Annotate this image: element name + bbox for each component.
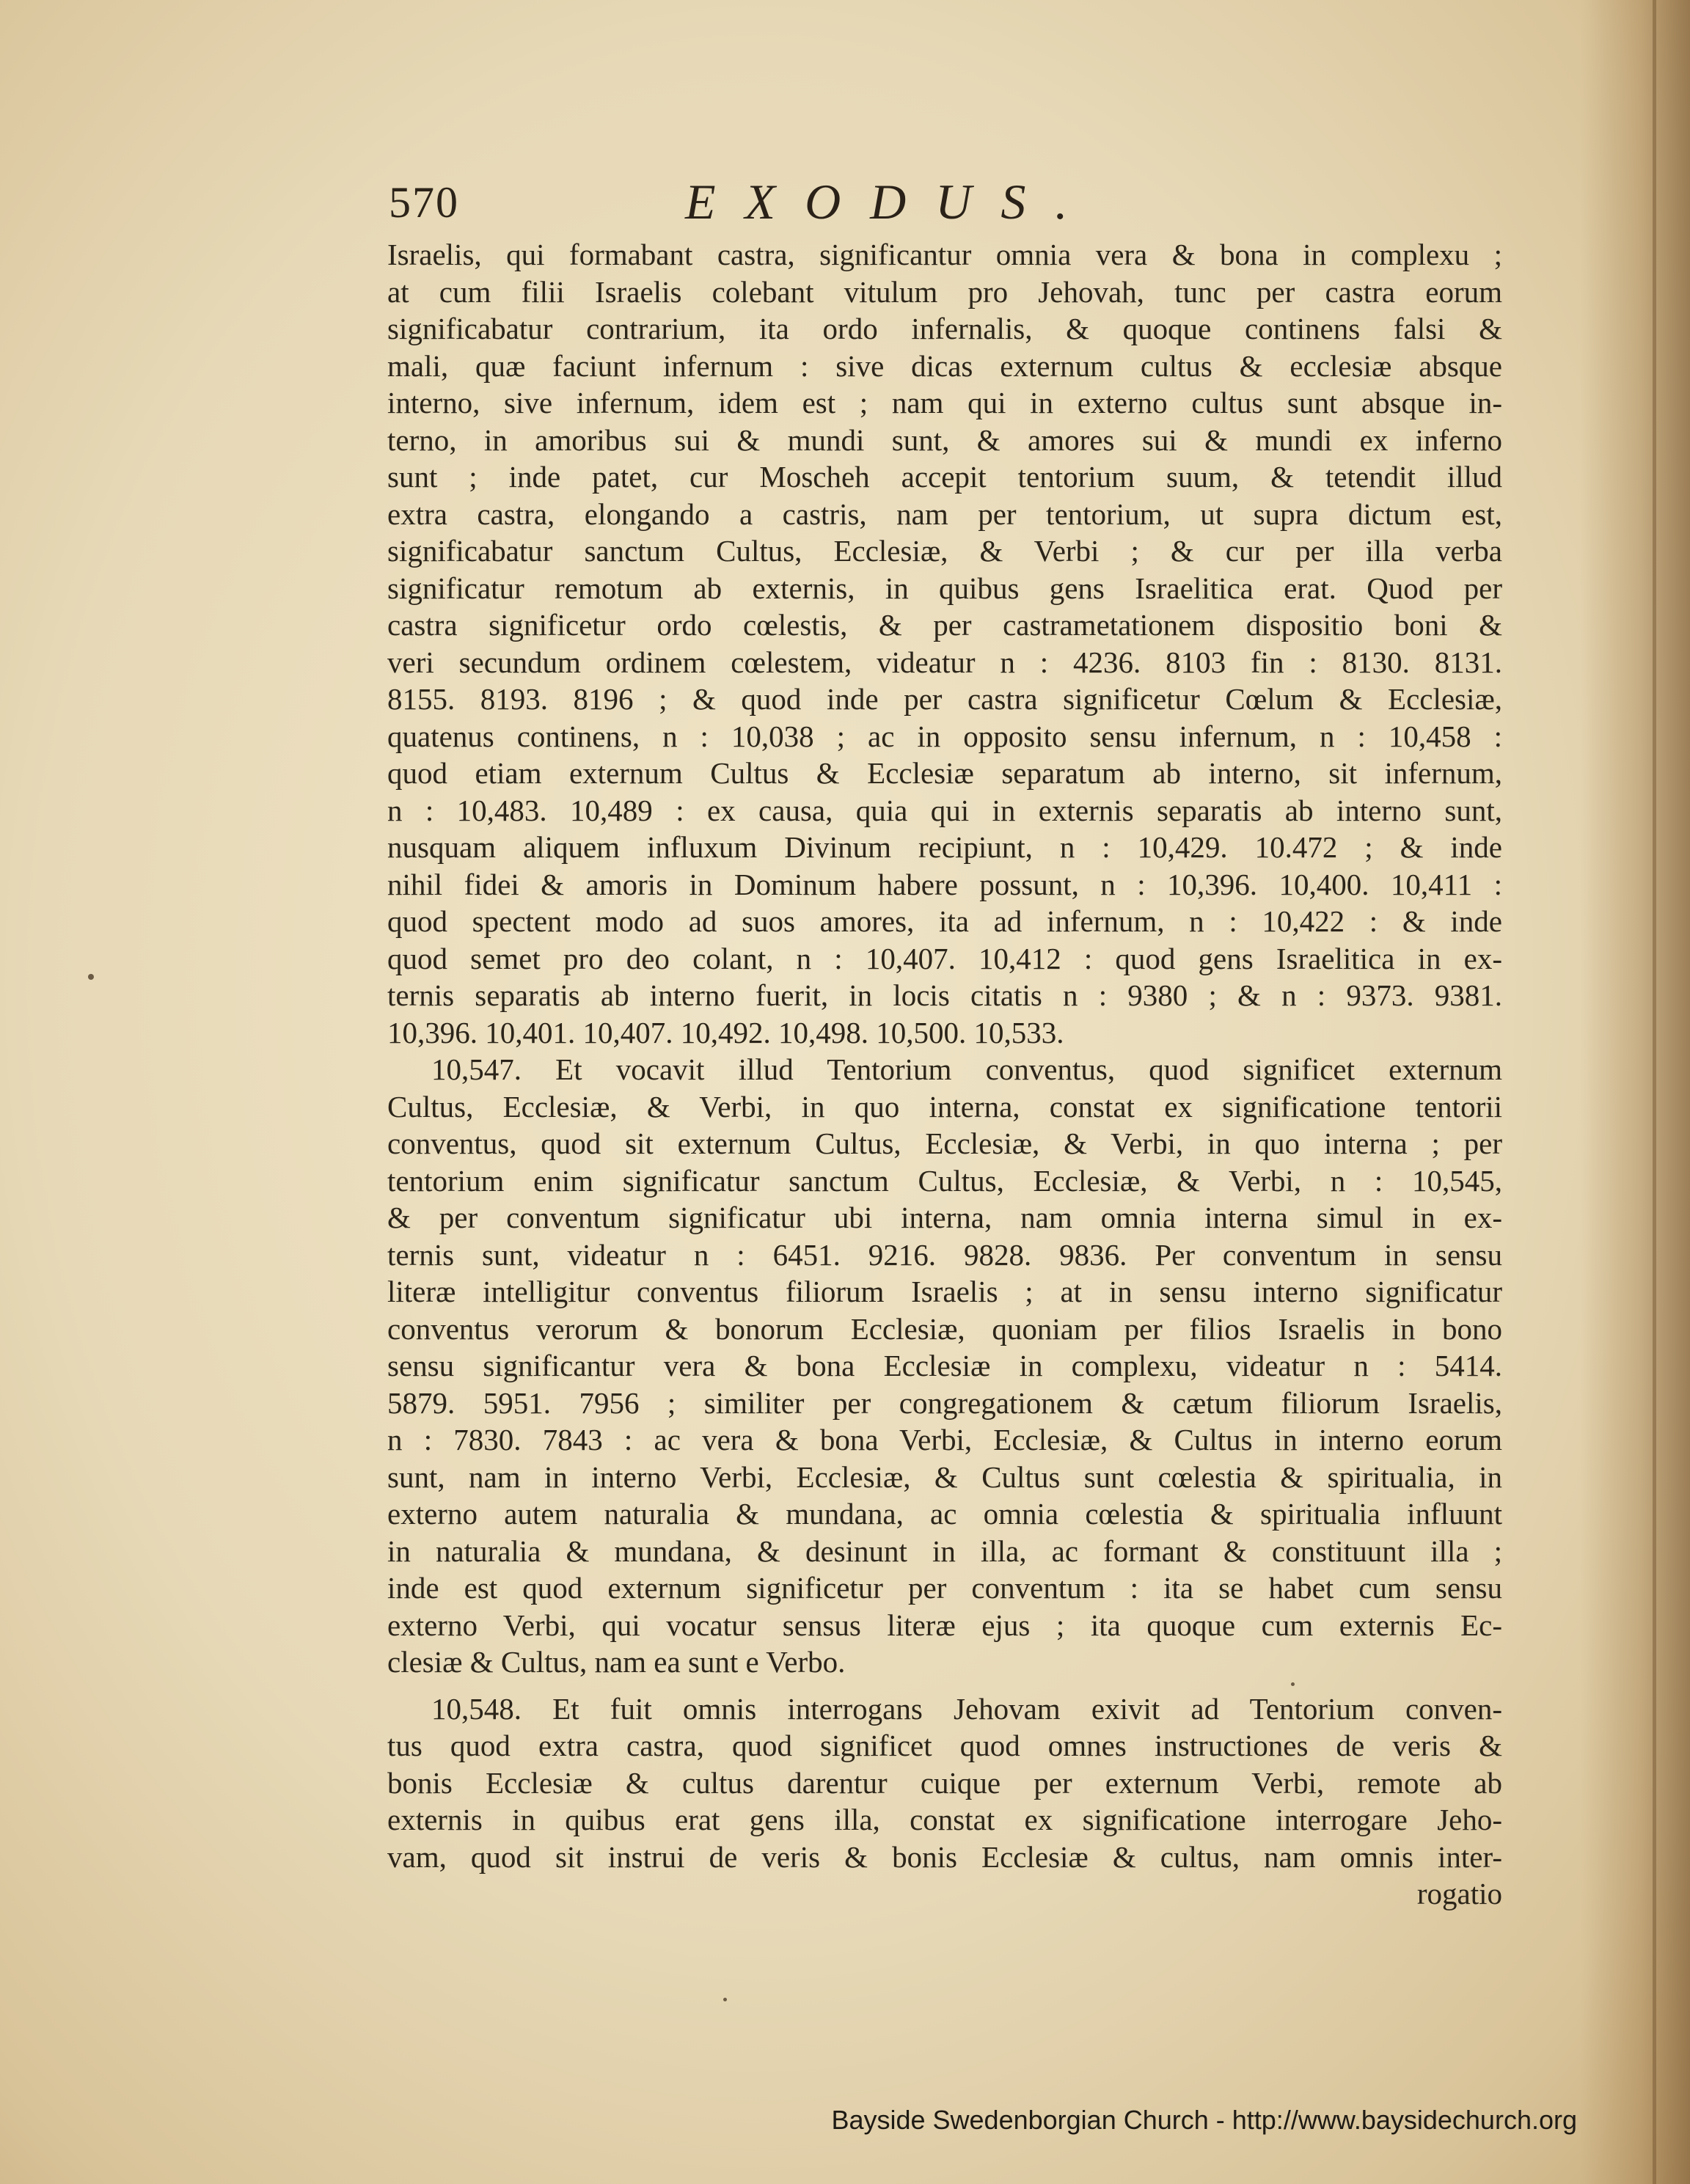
text-line: at cum filii Israelis colebant vitulum pro Jehovah, tunc per castra eorum	[387, 274, 1502, 309]
catchword: rogatio	[1416, 1877, 1502, 1910]
text-line: inde est quod externum significetur per conventum : ita se habet cum sensu	[387, 1571, 1502, 1605]
paper-speck	[88, 974, 94, 980]
text-line: conventus verorum & bonorum Ecclesiæ, quoniam per filios Israelis in bono	[387, 1311, 1502, 1346]
page-number: 570	[389, 178, 459, 227]
text-line: sunt, nam in interno Verbi, Ecclesiæ, & Cultus sunt cœlestia & spiritualia, in	[387, 1459, 1502, 1494]
text-line: tentorium enim significatur sanctum Cultus, Ecclesiæ, & Verbi, n : 10,545,	[387, 1163, 1502, 1198]
text-line: nihil fidei & amoris in Dominum habere possunt, n : 10,396. 10,400. 10,411 :	[387, 867, 1502, 901]
text-line: sunt ; inde patet, cur Moscheh accepit tentorium suum, & tetendit illud	[387, 460, 1502, 494]
text-line: Israelis, qui formabant castra, significantur omnia vera & bona in complexu ;	[387, 238, 1502, 271]
text-line: quod semet pro deo colant, n : 10,407. 10,412 : quod gens Israelitica in ex-	[387, 941, 1502, 975]
text-line: sensu significantur vera & bona Ecclesiæ in complexu, videatur n : 5414.	[387, 1349, 1502, 1382]
text-line: extra castra, elongando a castris, nam per tentorium, ut supra dictum est,	[387, 496, 1502, 531]
text-line: 8155. 8193. 8196 ; & quod inde per castra significetur Cœlum & Ecclesiæ,	[387, 682, 1502, 716]
text-line: n : 10,483. 10,489 : ex causa, quia qui in externis separatis ab interno sunt,	[387, 793, 1502, 827]
paragraph-start-10548: 10,548. Et fuit omnis interrogans Jehovam exivit ad Tentorium conven-	[431, 1691, 1502, 1726]
page-edge-shadow	[1580, 0, 1690, 2184]
text-line: externo Verbi, qui vocatur sensus literæ ejus ; ita quoque cum externis Ec-	[387, 1608, 1502, 1642]
text-line: significabatur contrarium, ita ordo infernalis, & quoque continens falsi &	[387, 312, 1502, 345]
text-line: externis in quibus erat gens illa, constat ex significatione interrogare Jeho-	[387, 1803, 1502, 1836]
text-line: significatur remotum ab externis, in quibus gens Israelitica erat. Quod per	[387, 571, 1502, 605]
text-line: ternis sunt, videatur n : 6451. 9216. 9828. 9836. Per conventum in sensu	[387, 1237, 1502, 1272]
text-line: veri secundum ordinem cœlestem, videatur n : 4236. 8103 fin : 8130. 8131.	[387, 645, 1502, 679]
running-title: EXODUS.	[685, 174, 1097, 230]
text-line: 5879. 5951. 7956 ; similiter per congregationem & cætum filiorum Israelis,	[387, 1385, 1502, 1420]
text-line: tus quod extra castra, quod significet quod omnes instructiones de veris &	[387, 1729, 1502, 1762]
text-line: & per conventum significatur ubi interna, nam omnia interna simul in ex-	[387, 1201, 1502, 1234]
text-line: Cultus, Ecclesiæ, & Verbi, in quo interna, constat ex significatione tentorii	[387, 1089, 1502, 1124]
text-line: quod etiam externum Cultus & Ecclesiæ separatum ab interno, sit infernum,	[387, 756, 1502, 790]
text-line: castra significetur ordo cœlestis, & per castrametationem dispositio boni &	[387, 608, 1502, 642]
text-line: quod spectent modo ad suos amores, ita ad infernum, n : 10,422 : & inde	[387, 904, 1502, 938]
text-line: externo autem naturalia & mundana, ac omnia cœlestia & spiritualia influunt	[387, 1497, 1502, 1531]
text-line: terno, in amoribus sui & mundi sunt, & amores sui & mundi ex inferno	[387, 422, 1502, 457]
text-line: interno, sive infernum, idem est ; nam qui in externo cultus sunt absque in-	[387, 386, 1502, 419]
paragraph-start-10547: 10,547. Et vocavit illud Tentorium conventus, quod significet externum	[431, 1052, 1502, 1086]
text-line: mali, quæ faciunt infernum : sive dicas externum cultus & ecclesiæ absque	[387, 348, 1502, 383]
paper-speck	[723, 1998, 727, 2001]
paragraph-gap	[387, 1681, 1502, 1690]
text-line: 10,396. 10,401. 10,407. 10,492. 10,498. 10,500. 10,533.	[387, 1015, 1064, 1049]
text-line: clesiæ & Cultus, nam ea sunt e Verbo.	[387, 1645, 846, 1679]
text-line: literæ intelligitur conventus filiorum Israelis ; at in sensu interno significatur	[387, 1275, 1502, 1308]
text-line: quatenus continens, n : 10,038 ; ac in opposito sensu infernum, n : 10,458 :	[387, 719, 1502, 753]
text-line: in naturalia & mundana, & desinunt in illa, ac formant & constituunt illa ;	[387, 1533, 1502, 1568]
paper-speck	[1291, 1682, 1295, 1686]
page-edge-line	[1653, 0, 1656, 2184]
text-line: conventus, quod sit externum Cultus, Ecclesiæ, & Verbi, in quo interna ; per	[387, 1126, 1502, 1160]
page-header	[389, 173, 1504, 232]
text-line: ternis separatis ab interno fuerit, in locis citatis n : 9380 ; & n : 9373. 9381.	[387, 978, 1502, 1012]
body-text	[387, 236, 1502, 1913]
text-line: bonis Ecclesiæ & cultus darentur cuique per externum Verbi, remote ab	[387, 1765, 1502, 1800]
text-line: vam, quod sit instrui de veris & bonis Ecclesiæ & cultus, nam omnis inter-	[387, 1839, 1502, 1874]
credit-line: Bayside Swedenborgian Church - http://www.baysidechurch.org	[831, 2105, 1577, 2135]
text-line: significabatur sanctum Cultus, Ecclesiæ, & Verbi ; & cur per illa verba	[387, 534, 1502, 568]
text-line: nusquam aliquem influxum Divinum recipiunt, n : 10,429. 10.472 ; & inde	[387, 830, 1502, 864]
text-line: n : 7830. 7843 : ac vera & bona Verbi, Ecclesiæ, & Cultus in interno eorum	[387, 1423, 1502, 1456]
